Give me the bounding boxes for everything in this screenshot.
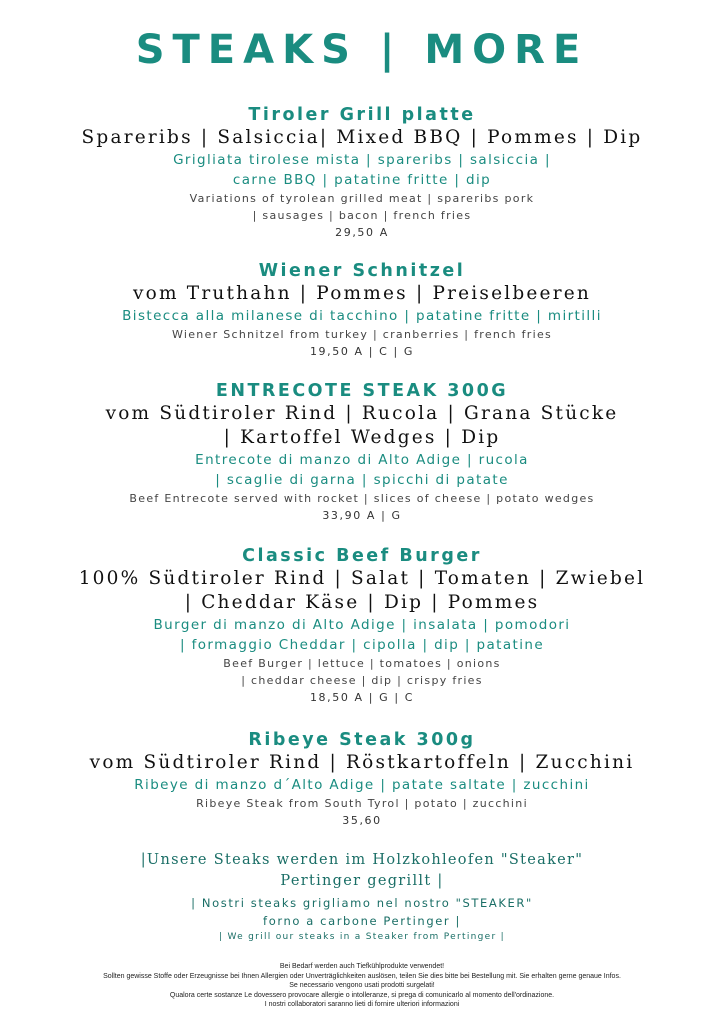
item-desc-de: vom Südtiroler Rind | Rucola | Grana Stücke — [105, 403, 619, 424]
item-desc-it: Entrecote di manzo di Alto Adige | rucola — [195, 452, 529, 468]
item-desc-it: carne BBQ | patatine fritte | dip — [232, 172, 492, 188]
menu-item-wiener-schnitzel — [0, 260, 724, 360]
item-price: 18,50 A | G | C — [309, 691, 415, 704]
item-desc-de: vom Südtiroler Rind | Röstkartoffeln | Zucchini — [89, 752, 635, 773]
item-desc-it: Burger di manzo di Alto Adige | insalata | pomodori — [153, 617, 571, 633]
item-desc-en: Beef Entrecote served with rocket | slices of cheese | potato wedges — [129, 492, 595, 505]
item-desc-en: | cheddar cheese | dip | crispy fries — [241, 674, 483, 687]
item-price: 33,90 A | G — [322, 509, 402, 522]
item-desc-it: Grigliata tirolese mista | spareribs | salsiccia | — [173, 152, 551, 168]
item-price: 29,50 A — [335, 226, 389, 239]
footer-line: I nostri collaboratori saranno lieti di fornire ulteriori informazioni — [264, 1001, 460, 1009]
menu-item-tiroler-grill-platte — [0, 104, 724, 241]
footer-line: Qualora certe sostanze Le dovessero provocare allergie o intolleranze, si prega di comunicarlo al momento dell'ordinazione. — [169, 991, 555, 999]
item-desc-it: | scaglie di garna | spicchi di patate — [215, 472, 509, 488]
footer-line: Sollten gewisse Stoffe oder Erzeugnisse bei Ihnen Allergien oder Unverträglichkeiten auslösen, teilen Sie dies bitte bei Bestellung mit. Sie erhalten gerne genaue Infos. — [103, 972, 621, 980]
item-desc-en: Wiener Schnitzel from turkey | cranberries | french fries — [171, 328, 553, 341]
item-price: 19,50 A | C | G — [309, 345, 415, 358]
item-desc-de: Spareribs | Salsiccia| Mixed BBQ | Pommes | Dip — [81, 127, 643, 148]
item-desc-en: Ribeye Steak from South Tyrol | potato | zucchini — [196, 797, 528, 810]
item-price: 35,60 — [342, 814, 382, 827]
item-name: Classic Beef Burger — [242, 546, 482, 566]
item-name: Tiroler Grill platte — [248, 105, 476, 125]
note-it: | Nostri steaks grigliamo nel nostro "STEAKER" — [191, 896, 533, 910]
grill-note — [0, 850, 724, 944]
note-de: |Unsere Steaks werden im Holzkohleofen "Steaker" — [140, 852, 584, 868]
item-desc-en: | sausages | bacon | french fries — [252, 209, 472, 222]
note-en: | We grill our steaks in a Steaker from Pertinger | — [219, 932, 505, 942]
item-desc-it: Bistecca alla milanese di tacchino | patatine fritte | mirtilli — [122, 308, 602, 324]
item-desc-de: vom Truthahn | Pommes | Preiselbeeren — [132, 283, 592, 304]
menu-item-classic-beef-burger — [0, 545, 724, 706]
item-name: ENTRECOTE STEAK 300G — [215, 381, 509, 401]
footer-line: Bei Bedarf werden auch Tiefkühlprodukte verwendet! — [279, 963, 445, 970]
menu-item-entrecote-steak — [0, 380, 724, 524]
menu-item-ribeye-steak — [0, 729, 724, 829]
item-desc-it: | formaggio Cheddar | cipolla | dip | patatine — [179, 637, 545, 653]
allergy-footer — [0, 962, 724, 1010]
note-it: forno a carbone Pertinger | — [263, 914, 461, 928]
item-name: Ribeye Steak 300g — [248, 730, 476, 750]
item-desc-en: Beef Burger | lettuce | tomatoes | onions — [223, 657, 501, 670]
item-name: Wiener Schnitzel — [258, 261, 466, 281]
page-title: STEAKS | MORE — [135, 27, 589, 73]
item-desc-de: 100% Südtiroler Rind | Salat | Tomaten | Zwiebel — [78, 568, 646, 589]
item-desc-en: Variations of tyrolean grilled meat | spareribs pork — [189, 192, 535, 205]
item-desc-de: | Cheddar Käse | Dip | Pommes — [184, 592, 540, 613]
item-desc-de: | Kartoffel Wedges | Dip — [223, 427, 501, 448]
footer-line: Se necessario vengono usati prodotti surgelati! — [289, 982, 435, 990]
item-desc-it: Ribeye di manzo d´Alto Adige | patate saltate | zucchini — [134, 777, 590, 793]
note-de: Pertinger gegrillt | — [280, 873, 444, 889]
